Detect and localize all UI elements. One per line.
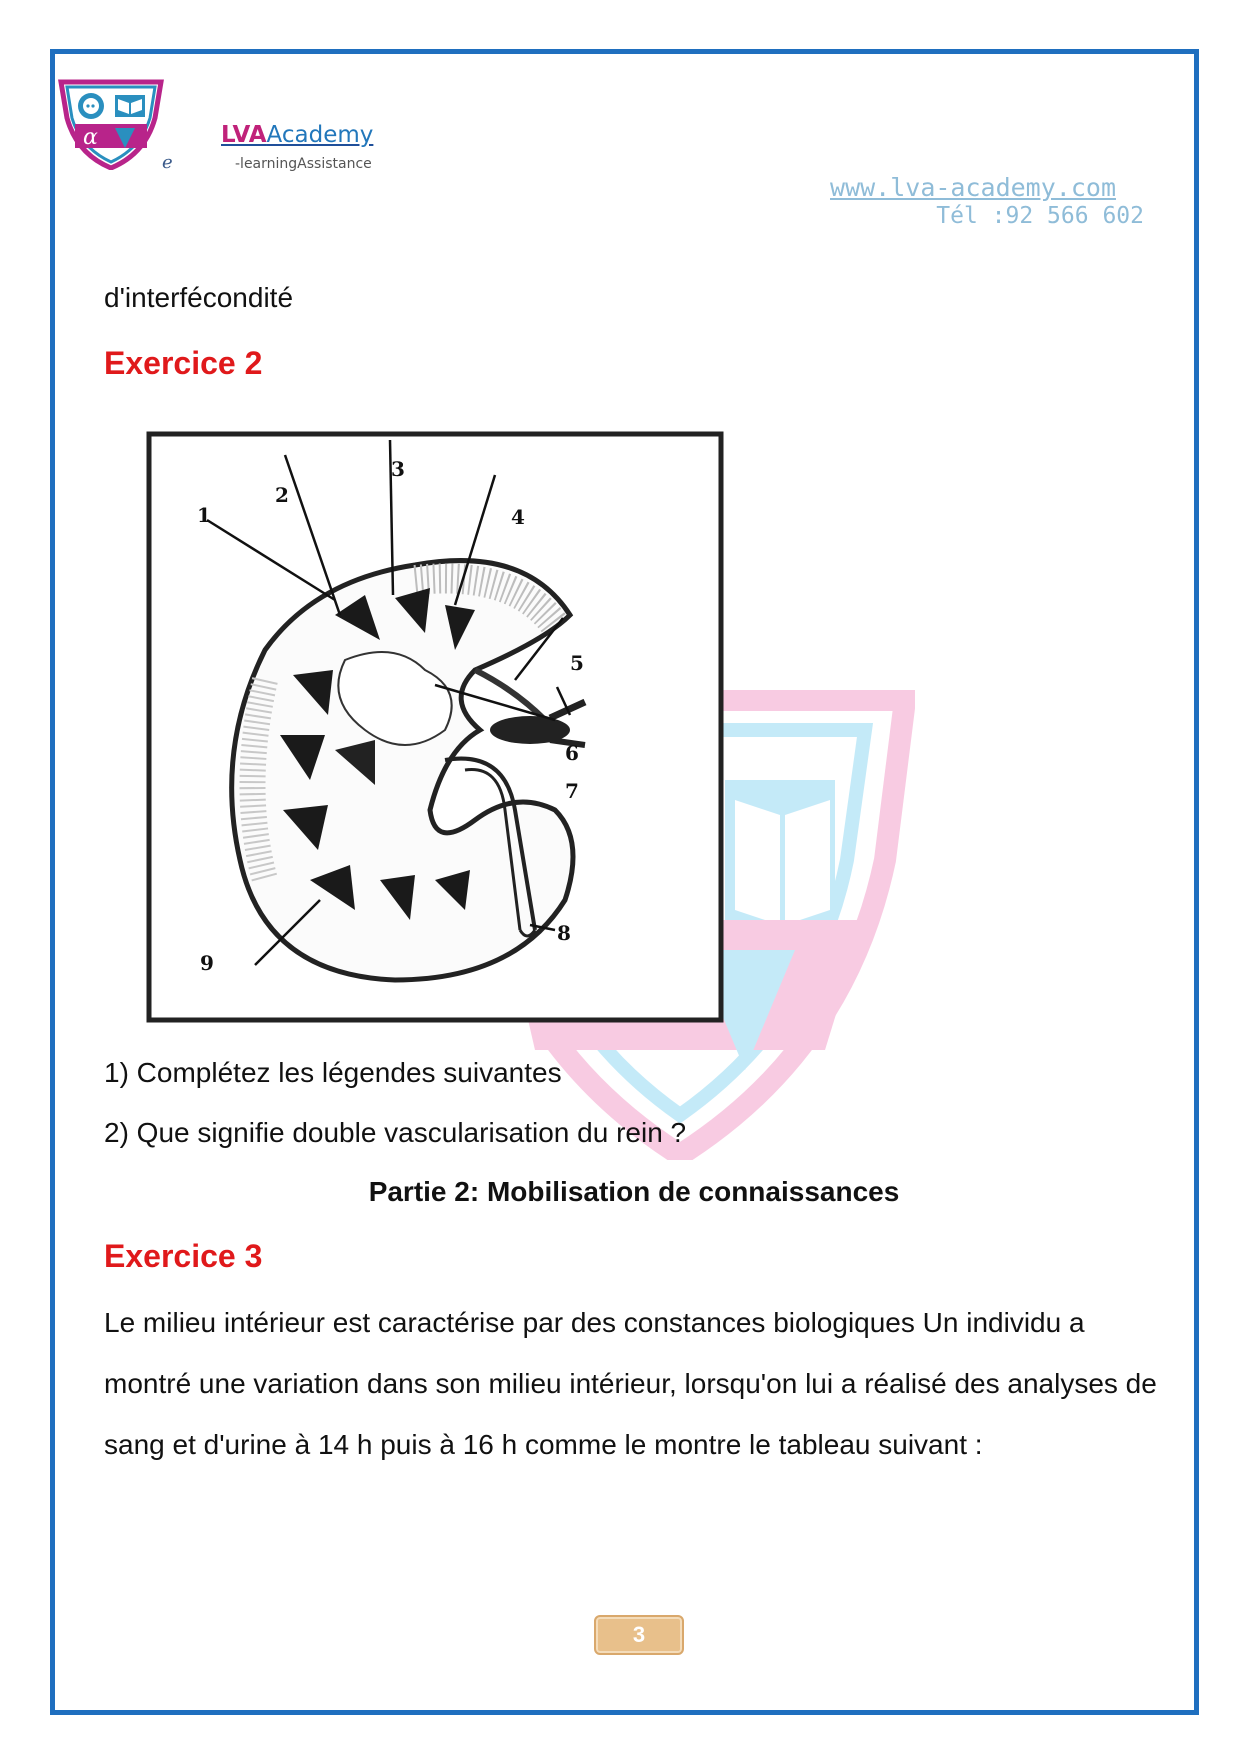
exercise-3-paragraph: Le milieu intérieur est caractérise par des constances biologiques Un individu a montré une variation dans son milieu intérieur, lorsqu'on lui a réalisé des analyses de sang et d'urine à 14 h puis à 16 h comme le montre le tableau suivant : — [104, 1307, 1157, 1460]
continued-text: d'interfécondité — [104, 282, 294, 313]
lva-shield-logo-icon — [57, 78, 165, 170]
brand-name[interactable] — [221, 122, 373, 148]
figure-label-8: 8 — [557, 921, 571, 945]
exercise-3-title: Exercice 3 — [104, 1238, 263, 1274]
figure-label-2: 2 — [275, 483, 289, 507]
figure-label-9: 9 — [200, 951, 214, 975]
figure-label-1: 1 — [197, 503, 211, 527]
brand-lva: LVA — [221, 122, 267, 148]
figure-label-5: 5 — [570, 651, 584, 675]
figure-label-6: 6 — [565, 741, 579, 765]
figure-label-4: 4 — [511, 505, 525, 529]
question-1: 1) Complétez les légendes suivantes — [104, 1057, 562, 1088]
exercise-2-title: Exercice 2 — [104, 345, 263, 381]
logo-e-letter: e — [162, 152, 173, 173]
logo-alpha: α — [83, 125, 98, 150]
phone-number: Tél :92 566 602 — [936, 203, 1144, 229]
brand-academy: Academy — [266, 122, 374, 148]
brand-tagline: -learningAssistance — [235, 156, 372, 172]
question-2: 2) Que signifie double vascularisation du rein ? — [104, 1117, 687, 1148]
part-2-heading: Partie 2: Mobilisation de connaissances — [368, 1176, 900, 1207]
kidney-diagram-figure — [145, 430, 727, 1026]
figure-label-7: 7 — [565, 779, 579, 803]
page-number-badge: 3 — [594, 1615, 684, 1655]
figure-label-3: 3 — [391, 457, 405, 481]
website-link[interactable]: www.lva-academy.com — [830, 173, 1116, 202]
